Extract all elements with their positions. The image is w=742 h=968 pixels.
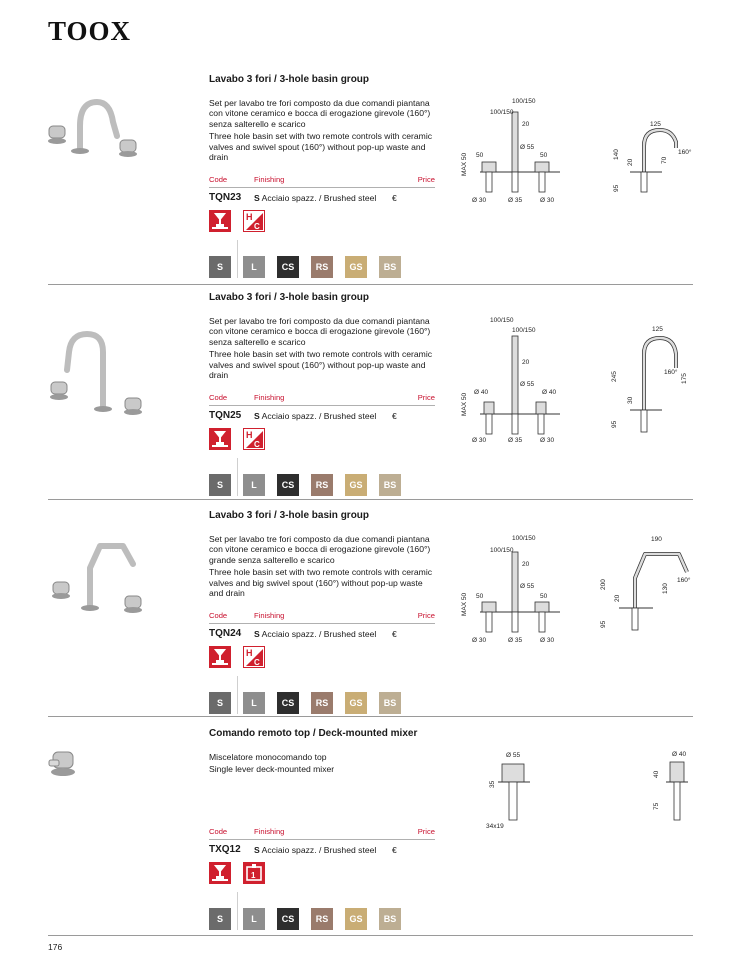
dim-label: Ø 30 (540, 437, 555, 444)
cartridge-icon (243, 862, 265, 884)
product-section (0, 728, 742, 946)
swatch-separator (237, 458, 238, 496)
dim-label: 125 (650, 121, 661, 128)
dim-label: 190 (651, 536, 662, 543)
finish-cell (254, 845, 376, 855)
brand-logo: TOOX (48, 16, 132, 46)
dim-label: Ø 40 (672, 751, 687, 758)
swatch-bs[interactable]: BS (379, 256, 401, 278)
product-section (0, 74, 742, 292)
product-photo (45, 96, 155, 166)
product-title: Lavabo 3 fori / 3-hole basin group (209, 510, 370, 521)
finish-cell (254, 193, 376, 203)
hot-cold-icon (243, 210, 265, 232)
dim-label: Ø 55 (520, 381, 535, 388)
dim-label: 160° (678, 149, 692, 156)
product-row (209, 410, 435, 421)
dim-label: MAX 50 (461, 152, 468, 176)
hot-cold-icon (243, 428, 265, 450)
swatch-s[interactable]: S (209, 908, 231, 930)
page-number: 176 (48, 942, 63, 952)
swatch-separator (237, 892, 238, 930)
swatch-gs[interactable]: GS (345, 474, 367, 496)
dim-label: 100/150 (512, 98, 536, 105)
swatch-rs[interactable]: RS (311, 908, 333, 930)
swatch-s[interactable]: S (209, 474, 231, 496)
dim-label: Ø 35 (508, 637, 523, 644)
front-technical-drawing (460, 314, 570, 444)
dim-label: Ø 40 (474, 389, 489, 396)
dim-label: MAX 50 (461, 392, 468, 416)
svg-text:1: 1 (251, 871, 256, 880)
swatch-cs[interactable]: CS (277, 692, 299, 714)
description-italian: Miscelatore monocomando top (209, 752, 327, 762)
swatch-bs[interactable]: BS (379, 474, 401, 496)
table-header (209, 175, 435, 188)
dim-label: Ø 55 (520, 144, 535, 151)
swatch-gs[interactable]: GS (345, 908, 367, 930)
description-english: Three hole basin set with two remote controls with ceramic valves and swivel spout (160°) without pop-up waste and drain (209, 349, 433, 381)
swatch-l[interactable]: L (243, 908, 265, 930)
finish-code: S (254, 193, 260, 203)
finish-text: Acciaio spazz. / Brushed steel (261, 411, 377, 421)
dim-label: MAX 50 (461, 592, 468, 616)
svg-text:H: H (246, 430, 253, 440)
table-header (209, 611, 435, 624)
product-section (0, 292, 742, 510)
finish-text: Acciaio spazz. / Brushed steel (261, 629, 377, 639)
description-english: Single lever deck-mounted mixer (209, 764, 335, 775)
price-currency: € (392, 629, 397, 639)
finish-text: Acciaio spazz. / Brushed steel (261, 845, 377, 855)
price-currency: € (392, 845, 397, 855)
product-section (0, 510, 742, 728)
front-technical-drawing (460, 94, 570, 206)
product-row (209, 192, 435, 203)
description-english: Three hole basin set with two remote controls with ceramic valves and big swivel spout (160°) without pop-up waste and drain (209, 567, 433, 599)
dim-label: 160° (664, 369, 678, 376)
product-photo (45, 312, 155, 417)
svg-text:C: C (254, 222, 260, 231)
swatch-cs[interactable]: CS (277, 908, 299, 930)
hot-cold-icon (243, 646, 265, 668)
dim-label: 100/150 (490, 317, 514, 324)
swatch-cs[interactable]: CS (277, 256, 299, 278)
dim-label: 95 (611, 420, 618, 428)
finish-code: S (254, 411, 260, 421)
dim-label: 140 (613, 149, 620, 160)
dim-label: Ø 35 (508, 437, 523, 444)
dim-label: 50 (476, 593, 484, 600)
finish-text: Acciaio spazz. / Brushed steel (261, 193, 377, 203)
dim-label: 20 (614, 594, 621, 602)
dim-label: Ø 30 (472, 437, 487, 444)
dim-label: Ø 55 (506, 752, 521, 759)
price-header: Price (417, 393, 435, 402)
product-row (209, 628, 435, 639)
description-english: Three hole basin set with two remote controls with ceramic valves and swivel spout (160°) without pop-up waste and drain (209, 131, 433, 163)
finishing-header: Finishing (254, 393, 285, 402)
code-header: Code (209, 611, 228, 620)
swatch-rs[interactable]: RS (311, 256, 333, 278)
finish-cell (254, 411, 376, 421)
product-code: TQN25 (209, 410, 242, 421)
dim-label: 50 (476, 152, 484, 159)
dim-label: 95 (613, 184, 620, 192)
dim-label: 125 (652, 326, 663, 333)
price-header: Price (417, 175, 435, 184)
svg-text:H: H (246, 648, 253, 658)
dim-label: 70 (661, 156, 668, 164)
dim-label: 100/150 (490, 547, 514, 554)
code-header: Code (209, 827, 228, 836)
swatch-s[interactable]: S (209, 692, 231, 714)
dim-label: 34x19 (486, 823, 504, 830)
dim-label: 200 (600, 579, 607, 590)
dim-label: 245 (611, 371, 618, 382)
swatch-separator (237, 676, 238, 714)
price-currency: € (392, 411, 397, 421)
dim-label: 95 (600, 620, 607, 628)
dim-label: Ø 30 (472, 637, 487, 644)
hot-cold-tap-icon (209, 210, 231, 232)
side-technical-drawing (648, 748, 694, 830)
product-code: TXQ12 (209, 844, 241, 855)
description-italian: Set per lavabo tre fori composto da due comandi piantana con vitone ceramico e bocca di erogazione girevole (160°) senza salterello e scarico (209, 316, 431, 347)
single-lever-tap-icon (209, 862, 231, 884)
side-technical-drawing (610, 322, 695, 440)
product-description (209, 98, 439, 164)
dim-label: 100/150 (490, 109, 514, 116)
dim-label: 100/150 (512, 327, 536, 334)
dim-label: 30 (627, 396, 634, 404)
dim-label: 130 (662, 583, 669, 594)
side-technical-drawing (595, 532, 695, 642)
hot-cold-tap-icon (209, 646, 231, 668)
finishing-header: Finishing (254, 827, 285, 836)
svg-text:C: C (254, 658, 260, 667)
price-header: Price (417, 827, 435, 836)
product-title: Lavabo 3 fori / 3-hole basin group (209, 74, 370, 85)
swatch-separator (237, 240, 238, 278)
product-description (209, 316, 439, 382)
dim-label: 20 (522, 561, 530, 568)
swatch-bs[interactable]: BS (379, 908, 401, 930)
description-italian: Set per lavabo tre fori composto da due comandi piantana con vitone ceramico e bocca di erogazione girevole (160°) grande senza salterello e scarico (209, 534, 431, 565)
swatch-gs[interactable]: GS (345, 692, 367, 714)
swatch-gs[interactable]: GS (345, 256, 367, 278)
code-header: Code (209, 393, 228, 402)
table-header (209, 393, 435, 406)
front-technical-drawing (460, 532, 570, 644)
dim-label: 35 (489, 780, 496, 788)
dim-label: 50 (540, 152, 548, 159)
product-photo (45, 748, 85, 783)
product-title: Lavabo 3 fori / 3-hole basin group (209, 292, 370, 303)
dim-label: 20 (522, 121, 530, 128)
product-code: TQN24 (209, 628, 242, 639)
hot-cold-tap-icon (209, 428, 231, 450)
dim-label: 175 (681, 373, 688, 384)
dim-label: Ø 30 (540, 637, 555, 644)
product-row (209, 844, 435, 855)
swatch-rs[interactable]: RS (311, 692, 333, 714)
dim-label: Ø 30 (540, 197, 555, 204)
dim-label: Ø 55 (520, 583, 535, 590)
swatch-l[interactable]: L (243, 256, 265, 278)
product-description (209, 534, 439, 600)
table-header (209, 827, 435, 840)
finishing-header: Finishing (254, 611, 285, 620)
finishing-header: Finishing (254, 175, 285, 184)
finish-code: S (254, 845, 260, 855)
price-header: Price (417, 611, 435, 620)
finish-code: S (254, 629, 260, 639)
swatch-s[interactable]: S (209, 256, 231, 278)
product-code: TQN23 (209, 192, 242, 203)
dim-label: 20 (522, 359, 530, 366)
product-photo (45, 528, 160, 618)
dim-label: Ø 35 (508, 197, 523, 204)
swatch-bs[interactable]: BS (379, 692, 401, 714)
price-currency: € (392, 193, 397, 203)
side-technical-drawing (610, 118, 695, 198)
code-header: Code (209, 175, 228, 184)
dim-label: 75 (653, 802, 660, 810)
swatch-l[interactable]: L (243, 692, 265, 714)
dim-label: 50 (540, 593, 548, 600)
dim-label: Ø 40 (542, 389, 557, 396)
swatch-l[interactable]: L (243, 474, 265, 496)
svg-text:H: H (246, 212, 253, 222)
product-title: Comando remoto top / Deck-mounted mixer (209, 728, 418, 739)
svg-text:C: C (254, 440, 260, 449)
dim-label: 20 (627, 158, 634, 166)
finish-cell (254, 629, 376, 639)
dim-label: Ø 30 (472, 197, 487, 204)
front-technical-drawing (480, 748, 540, 830)
swatch-rs[interactable]: RS (311, 474, 333, 496)
swatch-cs[interactable]: CS (277, 474, 299, 496)
description-italian: Set per lavabo tre fori composto da due comandi piantana con vitone ceramico e bocca di erogazione girevole (160°) senza salterello e scarico (209, 98, 431, 129)
dim-label: 160° (677, 577, 691, 584)
dim-label: 100/150 (512, 535, 536, 542)
product-description (209, 752, 439, 777)
dim-label: 40 (653, 770, 660, 778)
